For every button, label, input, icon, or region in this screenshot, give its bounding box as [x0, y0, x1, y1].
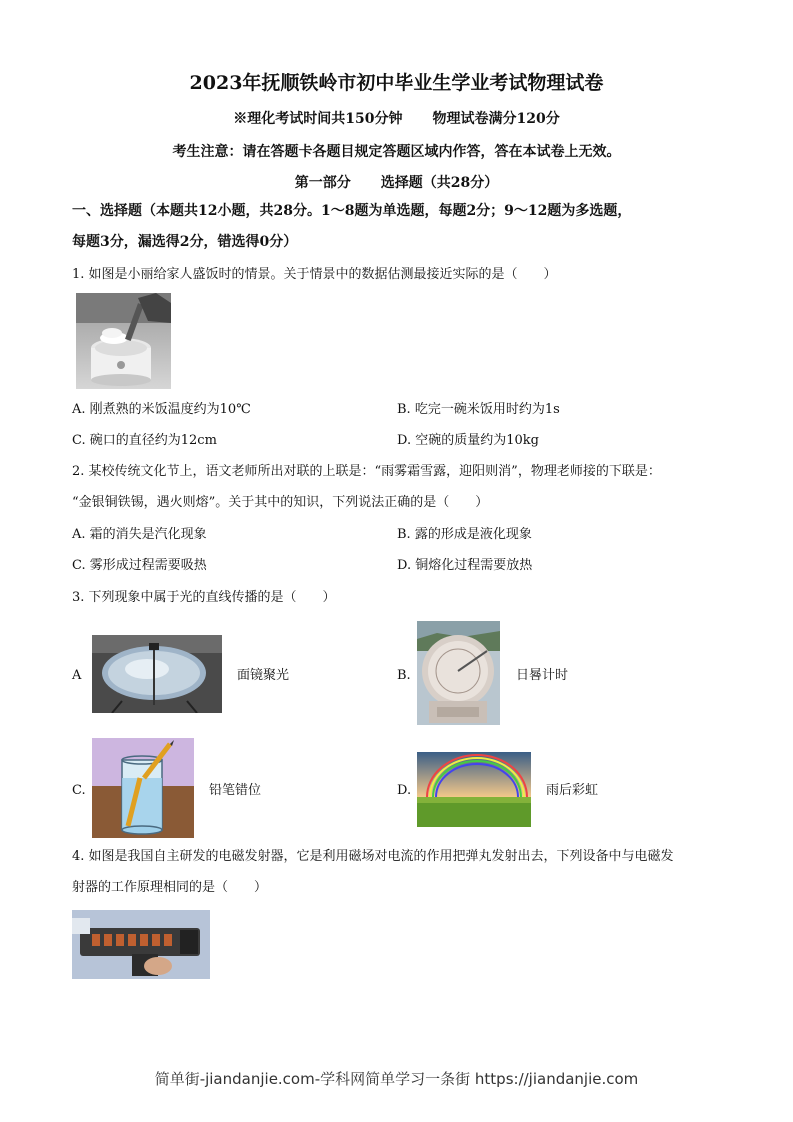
footer-watermark: 简单街-jiandanjie.com-学科网简单学习一条街 https://jiandanjie.com — [154, 1070, 639, 1088]
notice: 考生注意：请在答题卡各题目规定答题区域内作答，答在本试卷上无效。 — [172, 144, 621, 160]
part-heading — [0, 172, 793, 192]
part-title: 选择题（共28分） — [380, 175, 499, 191]
q2-option-d: D. 铜熔化过程需要放热 — [397, 558, 533, 573]
score-note: 物理试卷满分120分 — [432, 111, 560, 127]
section-line-1: 一、选择题（本题共12小题，共28分。1～8题为单选题，每题2分；9～12题为多选题， — [72, 203, 632, 219]
sundial-photo — [417, 621, 500, 725]
section-line-2: 每题3分，漏选得2分，错选得0分） — [72, 234, 298, 250]
q2-option-b: B. 露的形成是液化现象 — [397, 527, 532, 542]
paper-title: 2023年抚顺铁岭市初中毕业生学业考试物理试卷 — [189, 72, 604, 94]
exam-info — [0, 108, 793, 128]
part-label: 第一部分 — [294, 175, 351, 191]
pencil-in-glass-illustration — [92, 738, 194, 838]
time-note: ※理化考试时间共150分钟 — [233, 111, 403, 127]
question-1-stem: 1. 如图是小丽给家人盛饭时的情景。关于情景中的数据估测最接近实际的是（ ） — [72, 267, 557, 282]
q3-option-a-letter: A — [72, 668, 82, 683]
q1-option-b: B. 吃完一碗米饭用时约为1s — [397, 402, 560, 417]
q3-option-d-caption: 雨后彩虹 — [546, 783, 599, 798]
q1-option-c: C. 碗口的直径约为12cm — [72, 433, 217, 448]
rice-cooker-photo — [76, 293, 171, 389]
q3-option-d-letter: D. — [397, 783, 412, 798]
q2-option-a: A. 霜的消失是汽化现象 — [72, 527, 207, 542]
q3-option-c-letter: C. — [72, 783, 86, 798]
question-3-stem: 3. 下列现象中属于光的直线传播的是（ ） — [72, 590, 336, 605]
question-4-stem-line-1: 4. 如图是我国自主研发的电磁发射器，它是利用磁场对电流的作用把弹丸发射出去，下列设备中与电磁发 — [72, 849, 674, 864]
q2-option-c: C. 雾形成过程需要吸热 — [72, 558, 207, 573]
q3-option-b-letter: B. — [397, 668, 411, 683]
rainbow-photo — [417, 752, 531, 827]
solar-concentrator-photo — [92, 635, 222, 713]
question-2-stem-line-2: “金银铜铁锡，遇火则熔”。关于其中的知识，下列说法正确的是（ ） — [72, 495, 489, 510]
question-4-stem-line-2: 射器的工作原理相同的是（ ） — [72, 880, 268, 895]
q3-option-b-caption: 日晷计时 — [516, 668, 569, 683]
electromagnetic-launcher-photo — [72, 910, 210, 979]
section-instructions — [72, 196, 722, 258]
q1-option-d: D. 空碗的质量约为10kg — [397, 433, 539, 448]
q1-option-a: A. 刚煮熟的米饭温度约为10℃ — [72, 402, 251, 417]
question-2-stem-line-1: 2. 某校传统文化节上，语文老师所出对联的上联是：“雨雾霜雪露，迎阳则消”，物理老师接的下联是： — [72, 464, 661, 479]
q3-option-a-caption: 面镜聚光 — [237, 668, 290, 683]
q3-option-c-caption: 铅笔错位 — [209, 783, 262, 798]
